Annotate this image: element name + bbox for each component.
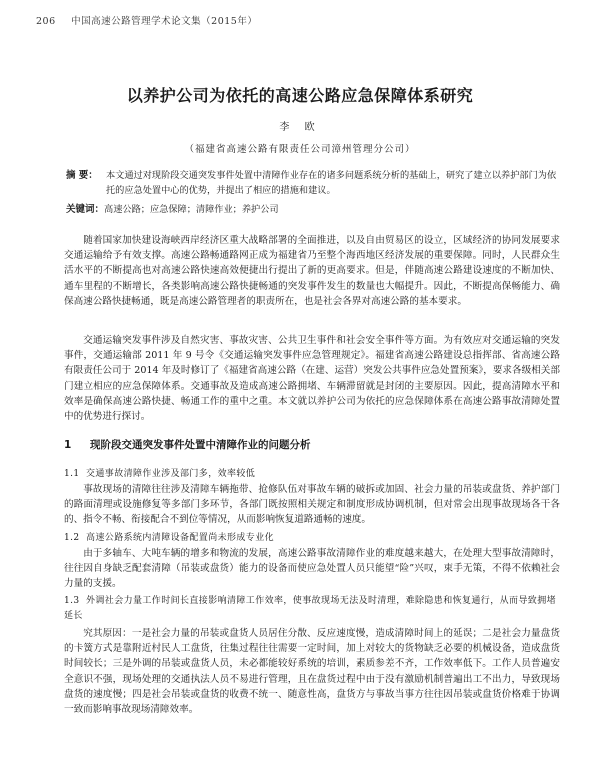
keywords [66,202,558,217]
body-paragraph: 随着国家加快建设海峡西岸经济区重大战略部署的全面推进，以及自由贸易区的设立，区域经济的协同发展要求交通运输给予有效支撑。高速公路畅通路网正成为福建省乃至整个海西地区经济发展的重要保障。同时，人民群众生活水平的不断提高也对高速公路快速高效便捷出行提出了新的更高要求。但是，伴随高速公路建设速度的不断加快、通车里程的不断增长，各类影响高速公路快捷畅通的突发事件发生的数量也大幅提升。因此，不断提高保畅能力、确保高速公路快捷畅通，既是高速公路管理者的职责所在，也是社会各界对高速公路的基本要求。 [64,235,560,307]
section-heading [64,437,560,452]
subsection-title: 外调社会力量工作时间长直接影响清障工作效率，使事故现场无法及时清理，难除隐患和恢复通行，从而导致拥堵延长 [64,596,557,621]
subsection-heading [64,530,560,543]
body-paragraph: 交通运输突发事件涉及自然灾害、事故灾害、公共卫生事件和社会安全事件等方面。为有效应对交通运输的突发事件，交通运输部 2011 年 9 号令《交通运输突发事件应急管理规定》。福建省高速公路建设总指挥部、省高速公路有限责任公司于 2014 年及时修订了《福建省高速公路（在建、运营）突发公共事件应急处置预案》，要求各级相关部门建立相应的应急保障体系。交通事故及造成高速公路拥堵、车辆滞留就是封闭的主要原因。因此，提高清障水平和效率是确保高速公路快捷、畅通工作的重中之重。本文就以养护公司为依托的应急保障体系在高速公路事故清障处置中的优势进行探讨。 [64,335,560,423]
subsection-number: 1.1 [64,469,80,479]
subsection-title: 高速公路系统内清障设备配置尚未形成专业化 [86,533,275,543]
paper-title: 以养护公司为依托的高速公路应急保障体系研究 [126,86,474,105]
abstract [66,168,558,198]
body-paragraph: 究其原因：一是社会力量的吊装或盘货人员居住分散、反应速度慢，造成清障时间上的延误；二是社会力量盘货的卡簧方式是靠附近村民人工盘货，往集过程往往需要一定时间，加上对较大的货物缺乏必要的机械设备，造成盘货时间较长；三是外调的吊装或盘货人员，未必都能较好系统的培训，素质参差不齐，工作效率低下。工作人员普遍安全意识不强，现场处理的交通执法人员不易进行管理，且在盘货过程中由于没有激励机制普遍出工不出力，导致现场盘货的速度慢；四是社会吊装或盘货的收费不统一、随意性高，盘货方与事故当事方往往因吊装或盘货价格难于协调一致而影响事故现场清障效率。 [64,628,560,716]
subsection-number: 1.3 [64,596,80,606]
keywords-text: 高速公路；应急保障；清障作业；养护公司 [104,204,279,215]
abstract-text: 本文通过对现阶段交通突发事件处置中清障作业存在的诸多问题系统分析的基础上，研究了建立以养护部门为依托的应急处置中心的优势，并提出了相应的措施和建议。 [106,170,557,196]
subsection-number: 1.2 [64,533,80,543]
subsection-heading [64,594,560,624]
journal-name: 中国高速公路管理学术论文集（2015年） [71,16,258,27]
section-title: 现阶段交通突发事件处置中清障作业的问题分析 [90,439,311,451]
page-number: 206 [36,16,56,27]
author: 李 欧 [279,122,321,133]
abstract-label: 摘 要： [66,170,98,181]
subsection-title: 交通事故清障作业涉及部门多，效率较低 [86,469,256,479]
body-paragraph: 由于多轴车、大吨车辆的增多和物流的发展，高速公路事故清障作业的难度越来越大，在处理大型事故清障时，往往因自身缺乏配套清障（吊装或盘货）能力的设备而使应急处置人员只能望“险”兴叹，束手无策，不得不依赖社会力量的支援。 [64,548,560,590]
body-paragraph: 事故现场的清障往往涉及清障车辆拖带、抢修队伍对事故车辆的破拆或加固、社会力量的吊装或盘货、养护部门的路面清理或设施修复等多部门多环节，各部门既按照相关规定和制度形成协调机制，但对常会出现事故现场各干各的、指令不畅、衔接配合不到位等情况，从而影响恢复道路通畅的速度。 [64,484,560,526]
affiliation: （福建省高速公路有限责任公司漳州管理分公司） [184,144,416,155]
subsection-heading [64,466,560,479]
section-number: 1 [64,439,72,451]
running-head [36,13,576,27]
keywords-label: 关键词： [66,204,105,215]
